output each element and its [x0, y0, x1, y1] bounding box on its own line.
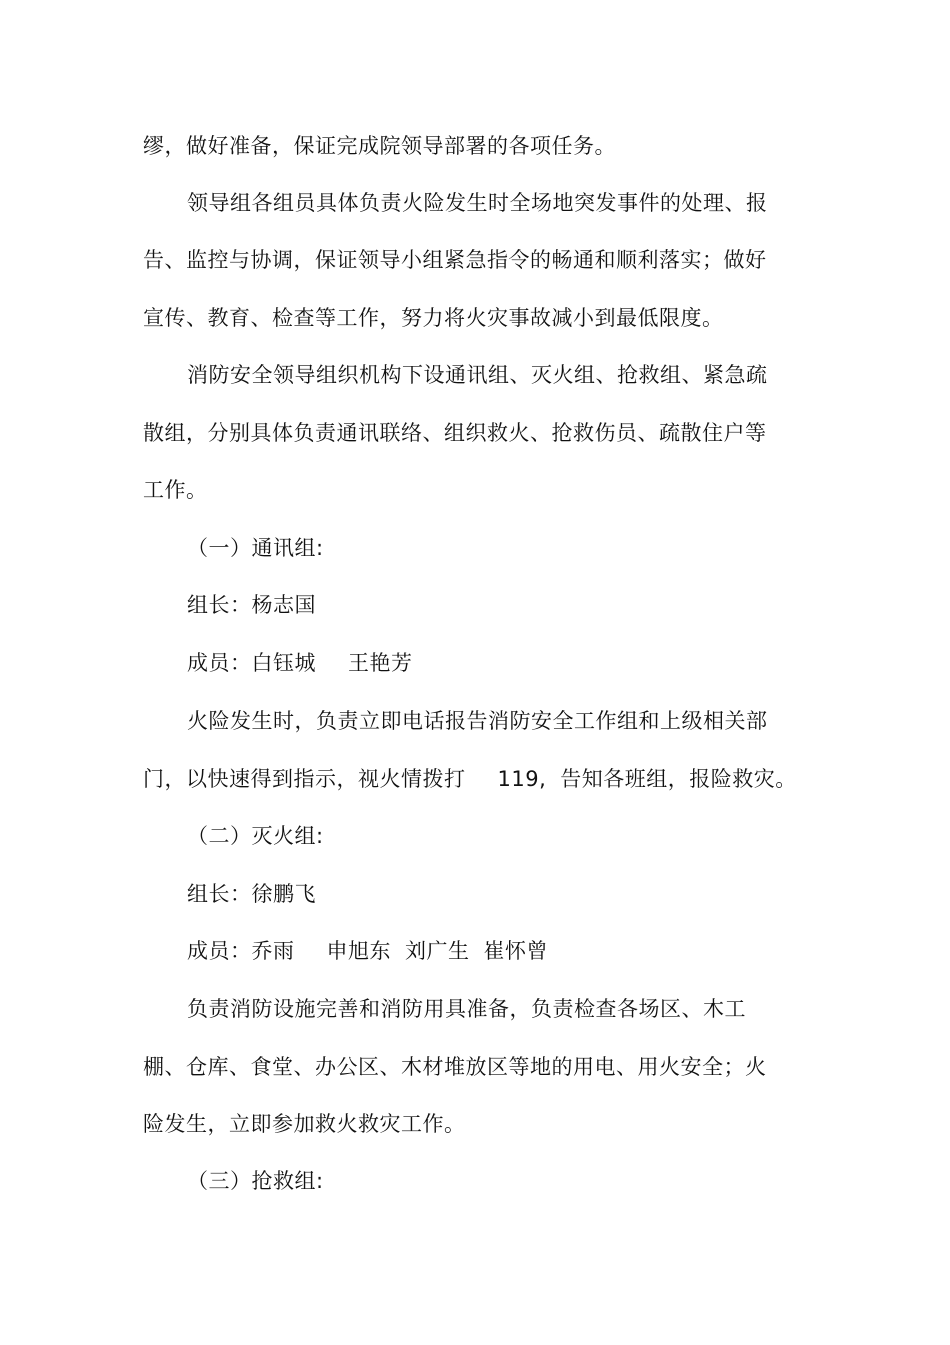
member-text: 成员：白钰城 — [187, 651, 316, 675]
paragraph-line: 工作。 — [143, 478, 208, 502]
paragraph-line: 棚、仓库、食堂、办公区、木材堆放区等地的用电、用火安全；火 — [143, 1055, 767, 1079]
member-text: 成员：乔雨 — [187, 939, 295, 963]
member-text: 申旭东 — [326, 939, 391, 963]
paragraph-line: 领导组各组员具体负责火险发生时全场地突发事件的处理、报 — [187, 191, 768, 215]
group-members — [187, 936, 548, 966]
section-heading: （三）抢救组: — [187, 1169, 324, 1193]
paragraph-line: 消防安全领导组织机构下设通讯组、灭火组、抢救组、紧急疏 — [187, 363, 768, 387]
group-members — [187, 648, 413, 678]
paragraph-line: 宣传、教育、检查等工作，努力将火灾事故减小到最低限度。 — [143, 306, 724, 330]
line-text: 门，以快速得到指示，视火情拨打 — [143, 767, 466, 791]
line-text: 告知各班组，报险救灾。 — [560, 767, 797, 791]
paragraph-line: 告、监控与协调，保证领导小组紧急指令的畅通和顺利落实；做好 — [143, 248, 767, 272]
group-leader: 组长：杨志国 — [187, 593, 316, 617]
paragraph-line: 险发生，立即参加救火救灾工作。 — [143, 1112, 466, 1136]
paragraph-line: 散组，分别具体负责通讯联络、组织救火、抢救伤员、疏散住户等 — [143, 421, 767, 445]
paragraph-line: 火险发生时，负责立即电话报告消防安全工作组和上级相关部 — [187, 709, 768, 733]
paragraph-line: 缪，做好准备，保证完成院领导部署的各项任务。 — [143, 134, 616, 158]
member-text: 崔怀曾 — [483, 939, 548, 963]
paragraph-line: 负责消防设施完善和消防用具准备，负责检查各场区、木工 — [187, 997, 746, 1021]
paragraph-line — [143, 764, 797, 794]
group-leader: 组长：徐鹏飞 — [187, 882, 316, 906]
member-text: 王艳芳 — [348, 651, 413, 675]
section-heading: （一）通讯组: — [187, 536, 324, 560]
section-heading: （二）灭火组: — [187, 824, 324, 848]
member-text: 刘广生 — [405, 939, 470, 963]
phone-number: 119, — [497, 767, 547, 791]
